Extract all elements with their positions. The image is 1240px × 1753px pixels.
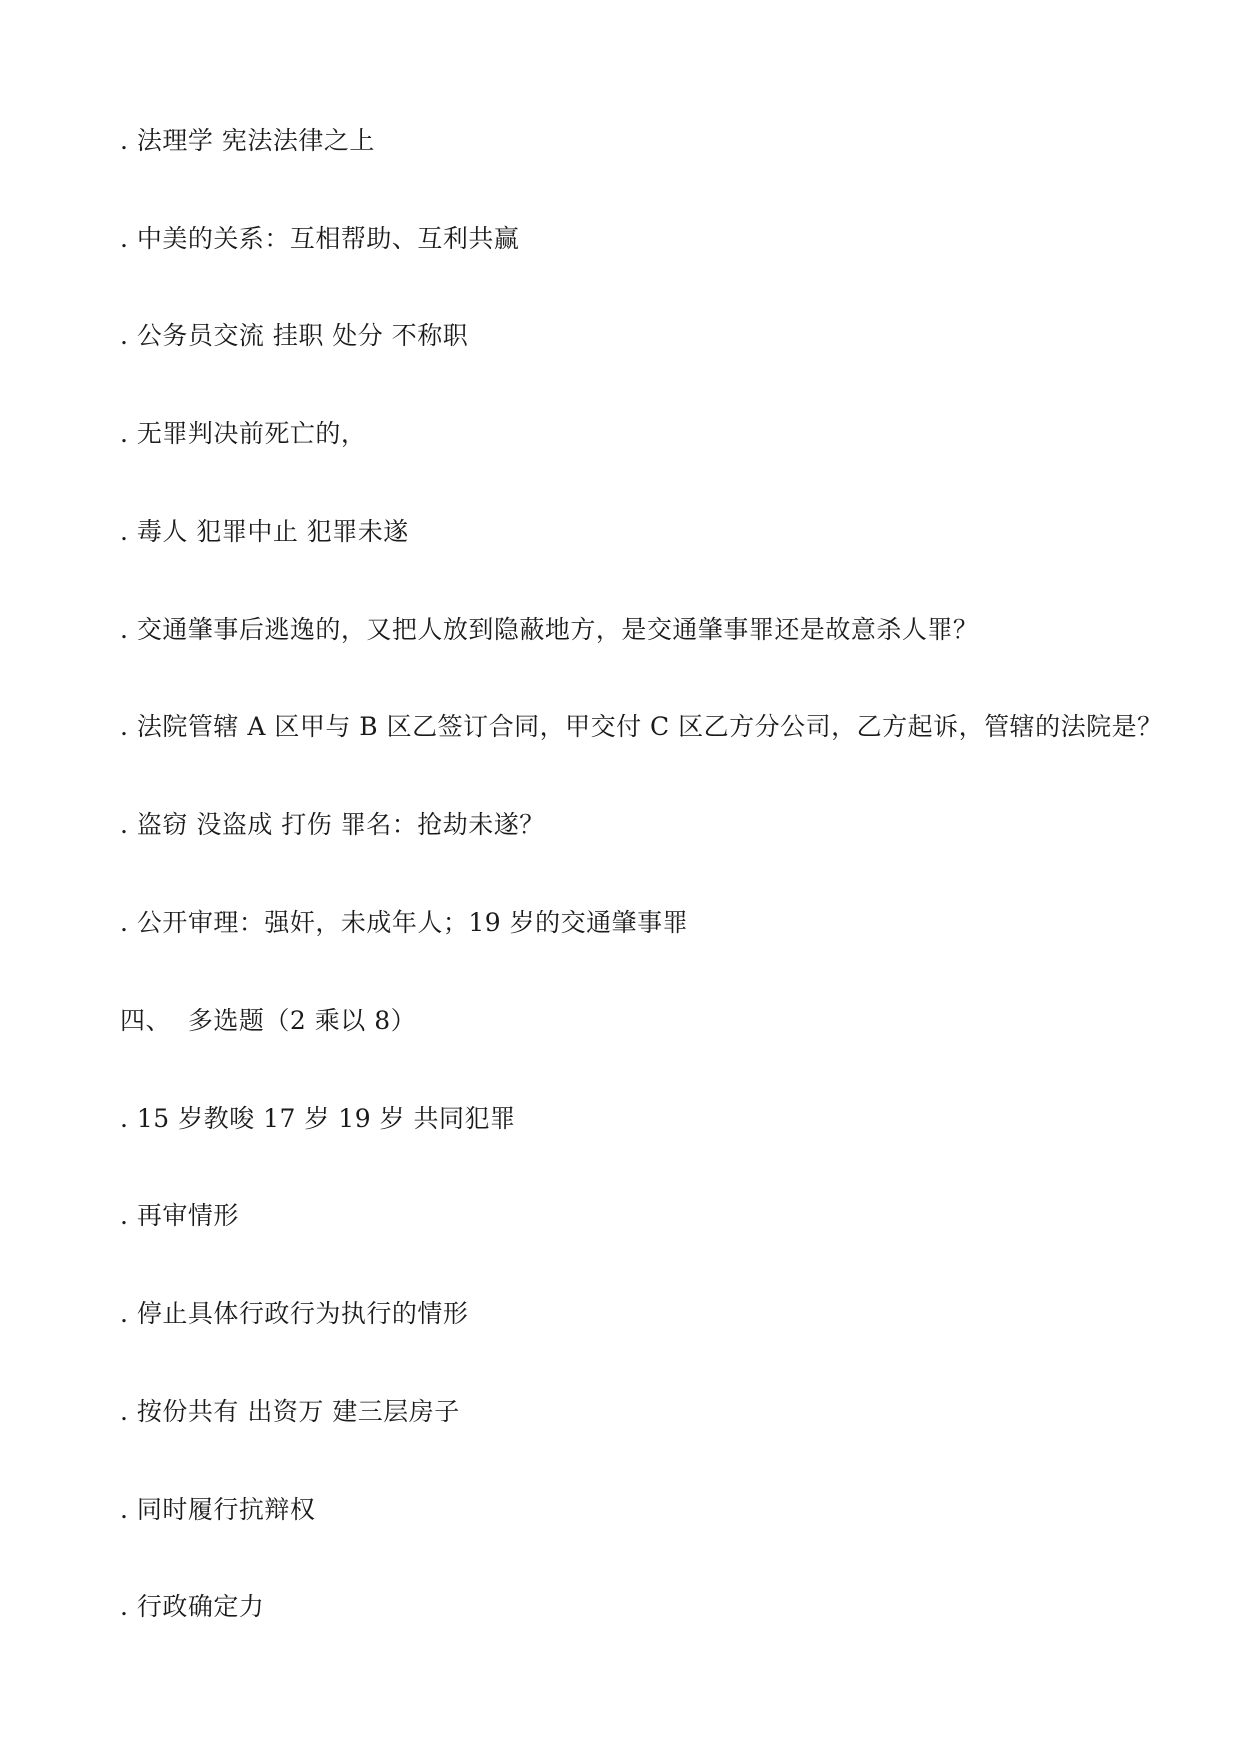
text-line: . 交通肇事后逃逸的，又把人放到隐蔽地方，是交通肇事罪还是故意杀人罪？: [120, 615, 979, 644]
section-heading: 四、 多选题（2 乘以 8）: [120, 1006, 417, 1035]
text-line: . 无罪判决前死亡的，: [120, 419, 367, 448]
text-line: . 法理学 宪法法律之上: [120, 126, 375, 155]
text-line: . 毒人 犯罪中止 犯罪未遂: [120, 517, 409, 546]
text-line: . 同时履行抗辩权: [120, 1495, 316, 1524]
text-line: . 再审情形: [120, 1201, 239, 1230]
text-line: . 按份共有 出资万 建三层房子: [120, 1397, 460, 1426]
text-line: . 法院管辖 A 区甲与 B 区乙签订合同，甲交付 C 区乙方分公司，乙方起诉，管辖的法院是？: [120, 712, 1163, 741]
text-line: . 盗窃 没盗成 打伤 罪名：抢劫未遂？: [120, 810, 545, 839]
text-line: . 行政确定力: [120, 1592, 265, 1621]
text-line: . 中美的关系：互相帮助、互利共赢: [120, 224, 520, 253]
text-line: . 停止具体行政行为执行的情形: [120, 1299, 469, 1328]
text-line: . 公务员交流 挂职 处分 不称职: [120, 321, 469, 350]
text-line: . 15 岁教唆 17 岁 19 岁 共同犯罪: [120, 1104, 516, 1133]
text-line: . 公开审理：强奸，未成年人；19 岁的交通肇事罪: [120, 908, 689, 937]
